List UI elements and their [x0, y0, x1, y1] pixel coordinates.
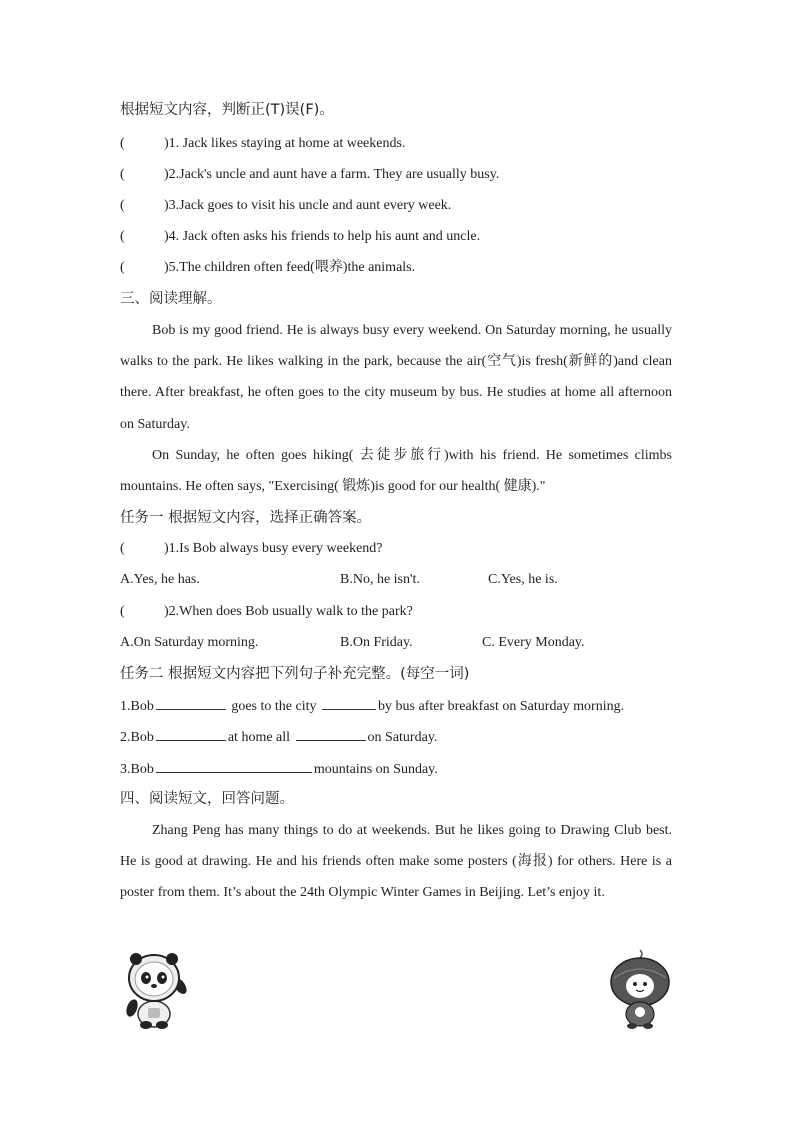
section-4-title: 四、阅读短文，回答问题。: [120, 791, 294, 807]
sentence-part: 2.Bob: [120, 730, 154, 745]
panda-mascot-icon: [118, 948, 198, 1030]
option-c[interactable]: C.Yes, he is.: [488, 572, 558, 587]
paragraph-text: On Sunday, he often goes hiking( 去徒步旅行)with his friend. He sometimes climbs mountains. He often says, "Exercising( 锻炼)is good for our health( 健康).": [120, 448, 672, 495]
option-b[interactable]: B.On Friday.: [340, 635, 413, 650]
mc-options-2: [120, 633, 680, 653]
answer-paren[interactable]: (: [120, 198, 125, 213]
tf-item-1: [120, 134, 680, 154]
fill-blank[interactable]: [296, 726, 366, 741]
section-4-paragraph: [120, 815, 672, 909]
answer-paren[interactable]: (: [120, 136, 125, 151]
fill-sentence-3: [120, 758, 438, 780]
tf-instruction: 根据短文内容，判断正(T)误(F)。: [120, 102, 334, 118]
question-text: )2.When does Bob usually walk to the park?: [164, 604, 413, 619]
sentence-part: 3.Bob: [120, 762, 154, 777]
mc-question-1: [120, 539, 680, 559]
sentence-part: 1.Bob: [120, 699, 154, 714]
tf-item-5: [120, 258, 680, 278]
tf-item-text: )1. Jack likes staying at home at weekends.: [164, 136, 406, 151]
fill-blank[interactable]: [156, 695, 226, 710]
option-a[interactable]: A.Yes, he has.: [120, 572, 200, 587]
sentence-part: by bus after breakfast on Saturday morning.: [378, 699, 625, 714]
lantern-mascot-icon: [604, 948, 676, 1030]
answer-paren[interactable]: (: [120, 260, 125, 275]
fill-blank[interactable]: [156, 758, 312, 773]
tf-item-text: )2.Jack's uncle and aunt have a farm. They are usually busy.: [164, 167, 500, 182]
fill-blank[interactable]: [322, 695, 376, 710]
tf-item-4: [120, 227, 680, 247]
tf-item-text: )4. Jack often asks his friends to help his aunt and uncle.: [164, 229, 481, 244]
sentence-part: on Saturday.: [367, 730, 438, 745]
fill-blank[interactable]: [156, 726, 226, 741]
tf-item-2: [120, 165, 680, 185]
answer-paren[interactable]: (: [120, 229, 125, 244]
mc-question-2: [120, 602, 680, 622]
question-text: )1.Is Bob always busy every weekend?: [164, 541, 383, 556]
sentence-part: mountains on Sunday.: [313, 762, 438, 777]
paragraph-text: Bob is my good friend. He is always busy every weekend. On Saturday morning, he usually walks to the park. He likes walking in the park, because the air(空气)is fresh(新鲜的)and clean there. After breakfast, he often goes to the city museum by bus. He studies at home all afternoon on Saturday.: [120, 323, 672, 432]
mc-options-1: [120, 570, 680, 590]
tf-item-text: )5.The children often feed(喂养)the animals.: [164, 260, 416, 275]
tf-item-3: [120, 196, 680, 216]
paragraph-text: Zhang Peng has many things to do at weekends. But he likes going to Drawing Club best. He is good at drawing. He and his friends often make some posters (海报) for others. Here is a poster from them. It’s about the 24th Olympic Winter Games in Beijing. Let’s enjoy it.: [120, 823, 672, 901]
section-3-title: 三、阅读理解。: [120, 291, 222, 307]
answer-paren[interactable]: (: [120, 541, 125, 556]
section-3-paragraph-1: [120, 315, 672, 440]
option-c[interactable]: C. Every Monday.: [482, 635, 585, 650]
answer-paren[interactable]: (: [120, 604, 125, 619]
sentence-part: goes to the city: [231, 699, 317, 714]
tf-item-text: )3.Jack goes to visit his uncle and aunt every week.: [164, 198, 452, 213]
sentence-part: at home all: [227, 730, 291, 745]
answer-paren[interactable]: (: [120, 167, 125, 182]
option-b[interactable]: B.No, he isn't.: [340, 572, 420, 587]
section-3-paragraph-2: [120, 440, 672, 502]
fill-sentence-1: [120, 695, 624, 717]
task-1-title: 任务一 根据短文内容，选择正确答案。: [120, 510, 372, 526]
option-a[interactable]: A.On Saturday morning.: [120, 635, 259, 650]
fill-sentence-2: [120, 726, 437, 748]
task-2-title: 任务二 根据短文内容把下列句子补充完整。(每空一词): [120, 666, 470, 682]
